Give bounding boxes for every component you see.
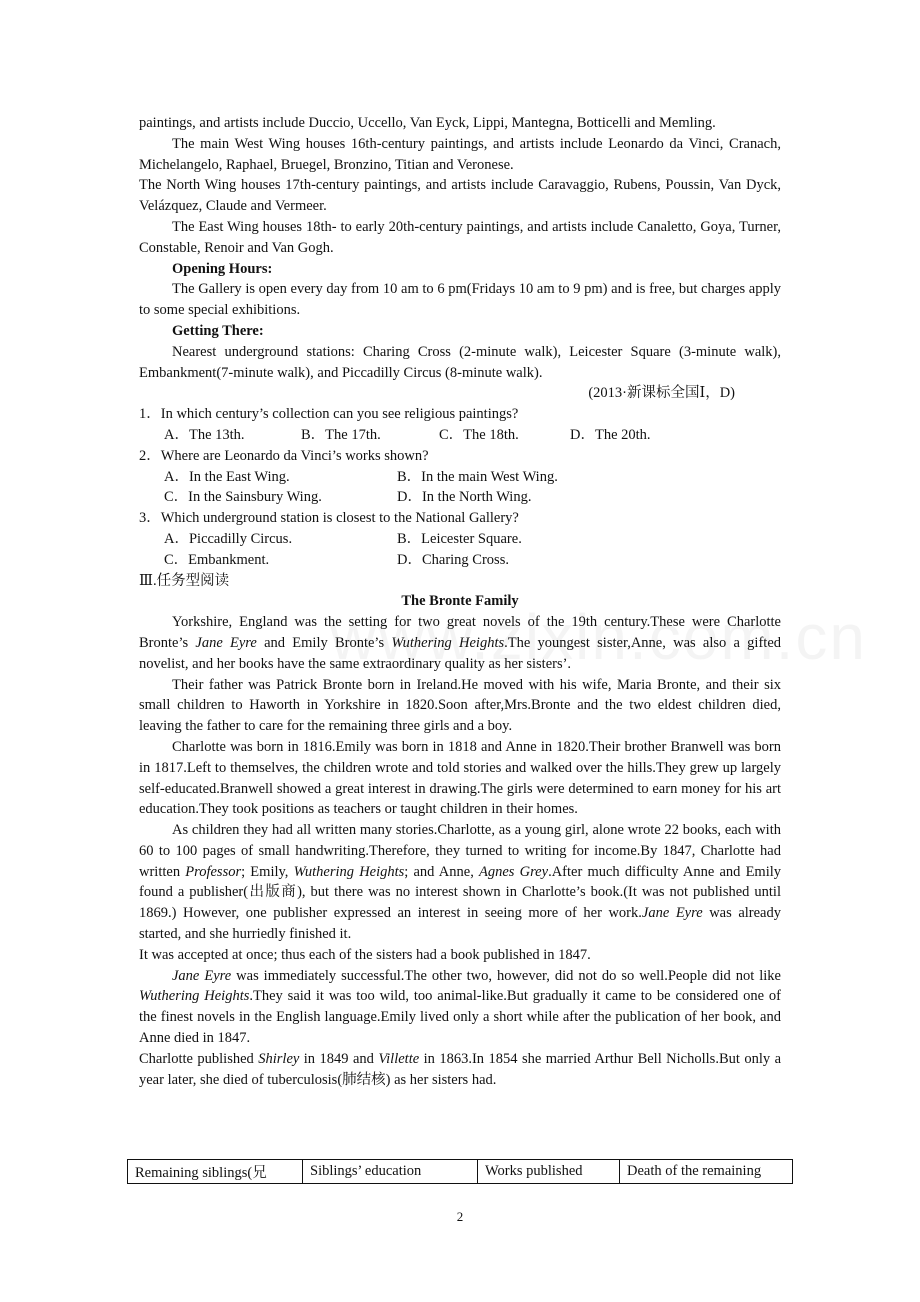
option: A．Piccadilly Circus.: [164, 530, 293, 547]
table-header-cell: Death of the remaining: [620, 1160, 793, 1184]
paragraph: Charlotte was born in 1816.Emily was born in 1818 and Anne in 1820.Their brother Branwell was born in 1817.Left to themselves, the children wrote and told stories and walked over the hills.They grew up largely self-educated.Branwell showed a great interest in drawing.The girls were determined to earn money for his art education.They took positions as teachers or taught children in their homes.: [139, 738, 781, 818]
option: C．In the Sainsbury Wing.: [164, 489, 322, 506]
option: D．Charing Cross.: [397, 551, 509, 568]
section-heading: Opening Hours:: [172, 260, 273, 277]
option: B．The 17th.: [301, 426, 381, 443]
paragraph: The Gallery is open every day from 10 am to 6 pm(Fridays 10 am to 9 pm) and is free, but charges apply to some special exhibitions.: [139, 281, 781, 319]
paragraph: The East Wing houses 18th- to early 20th-century paintings, and artists include Canaletto, Goya, Turner, Constable, Renoir and Van Gogh.: [139, 218, 781, 256]
summary-table: [127, 1159, 793, 1184]
option: C．The 18th.: [439, 426, 519, 443]
options-row: [164, 425, 781, 446]
page-number: 2: [456, 1209, 464, 1224]
paragraph: paintings, and artists include Duccio, Uccello, Van Eyck, Lippi, Mantegna, Botticelli and Memling.: [139, 115, 716, 131]
paragraph: Yorkshire, England was the setting for two great novels of the 19th century.These were Charlotte Bronte’s Jane Eyre and Emily Bronte’s Wuthering Heights.The youngest sister,Anne, was also a gifted novelist, and her books have the same extraordinary quality as her sisters’.: [139, 614, 781, 672]
option: B．In the main West Wing.: [397, 468, 558, 485]
paragraph: Their father was Patrick Bronte born in Ireland.He moved with his wife, Maria Bronte, and their six small children to Haworth in Yorkshire in 1820.Soon after,Mrs.Bronte and the two eldest children died, leaving the father to care for the remaining three girls and a boy.: [139, 676, 781, 735]
options-row: [164, 467, 781, 488]
options-row: [164, 529, 781, 550]
paragraph: Nearest underground stations: Charing Cross (2-minute walk), Leicester Square (3-minute walk), Embankment(7-minute walk), and Piccadilly Circus (8-minute walk).: [139, 343, 781, 381]
section-heading: Getting There:: [172, 322, 264, 339]
question-text: 1．In which century’s collection can you see religious paintings?: [139, 406, 519, 423]
question-text: 2．Where are Leonardo da Vinci’s works shown?: [139, 447, 429, 464]
option: D．The 20th.: [570, 426, 651, 443]
table-header-cell: Remaining siblings(兄: [128, 1160, 303, 1184]
table-header-cell: Works published: [478, 1160, 620, 1184]
source-note: (2013·新课标全国Ⅰ，D): [588, 385, 735, 402]
question-1: [139, 404, 781, 446]
paragraph: Charlotte published Shirley in 1849 and Villette in 1863.In 1854 she married Arthur Bell Nicholls.But only a year later, she died of tuberculosis(肺结核) as her sisters had.: [139, 1050, 782, 1088]
question-text: 3．Which underground station is closest to the National Gallery?: [139, 510, 519, 527]
option: A．In the East Wing.: [164, 468, 290, 485]
options-row: [164, 487, 781, 508]
passage-title: The Bronte Family: [401, 593, 519, 610]
paragraph: The North Wing houses 17th-century paintings, and artists include Caravaggio, Rubens, Poussin, Van Dyck, Velázquez, Claude and Vermeer.: [139, 177, 781, 215]
question-3: [139, 508, 781, 570]
paragraph: As children they had all written many stories.Charlotte, as a young girl, alone wrote 22 books, each with 60 to 100 pages of small handwriting.Therefore, they turned to writing for income.By 1847, Charlotte had written Professor; Emily, Wuthering Heights; and Anne, Agnes Grey.After much difficulty Anne and Emily found a publisher(出版商), but there was no interest shown in Charlotte’s book.(It was not published until 1869.) However, one publisher expressed an interest in seeing more of her work.Jane Eyre was already started, and she hurriedly finished it.: [139, 822, 782, 943]
paragraph: Jane Eyre was immediately successful.The other two, however, did not do so well.People did not like Wuthering Heights.They said it was too wild, too animal-like.But gradually it came to be considered one of the finest novels in the English language.Emily lived only a short while after the publication of her book, and Anne died in 1847.: [139, 967, 781, 1047]
table-header-cell: Siblings’ education: [303, 1160, 478, 1184]
option: D．In the North Wing.: [397, 489, 532, 506]
paragraph: It was accepted at once; thus each of the sisters had a book published in 1847.: [139, 946, 591, 963]
option: C．Embankment.: [164, 551, 270, 568]
options-row: [164, 550, 781, 571]
option: A．The 13th.: [164, 426, 245, 443]
section-heading: Ⅲ.任务型阅读: [139, 572, 230, 589]
paragraph: The main West Wing houses 16th-century paintings, and artists include Leonardo da Vinci, Cranach, Michelangelo, Raphael, Bruegel, Bronzino, Titian and Veronese.: [139, 135, 781, 173]
table-row: [128, 1160, 793, 1184]
page-content: [139, 113, 781, 1090]
question-2: [139, 446, 781, 508]
option: B．Leicester Square.: [397, 530, 522, 547]
